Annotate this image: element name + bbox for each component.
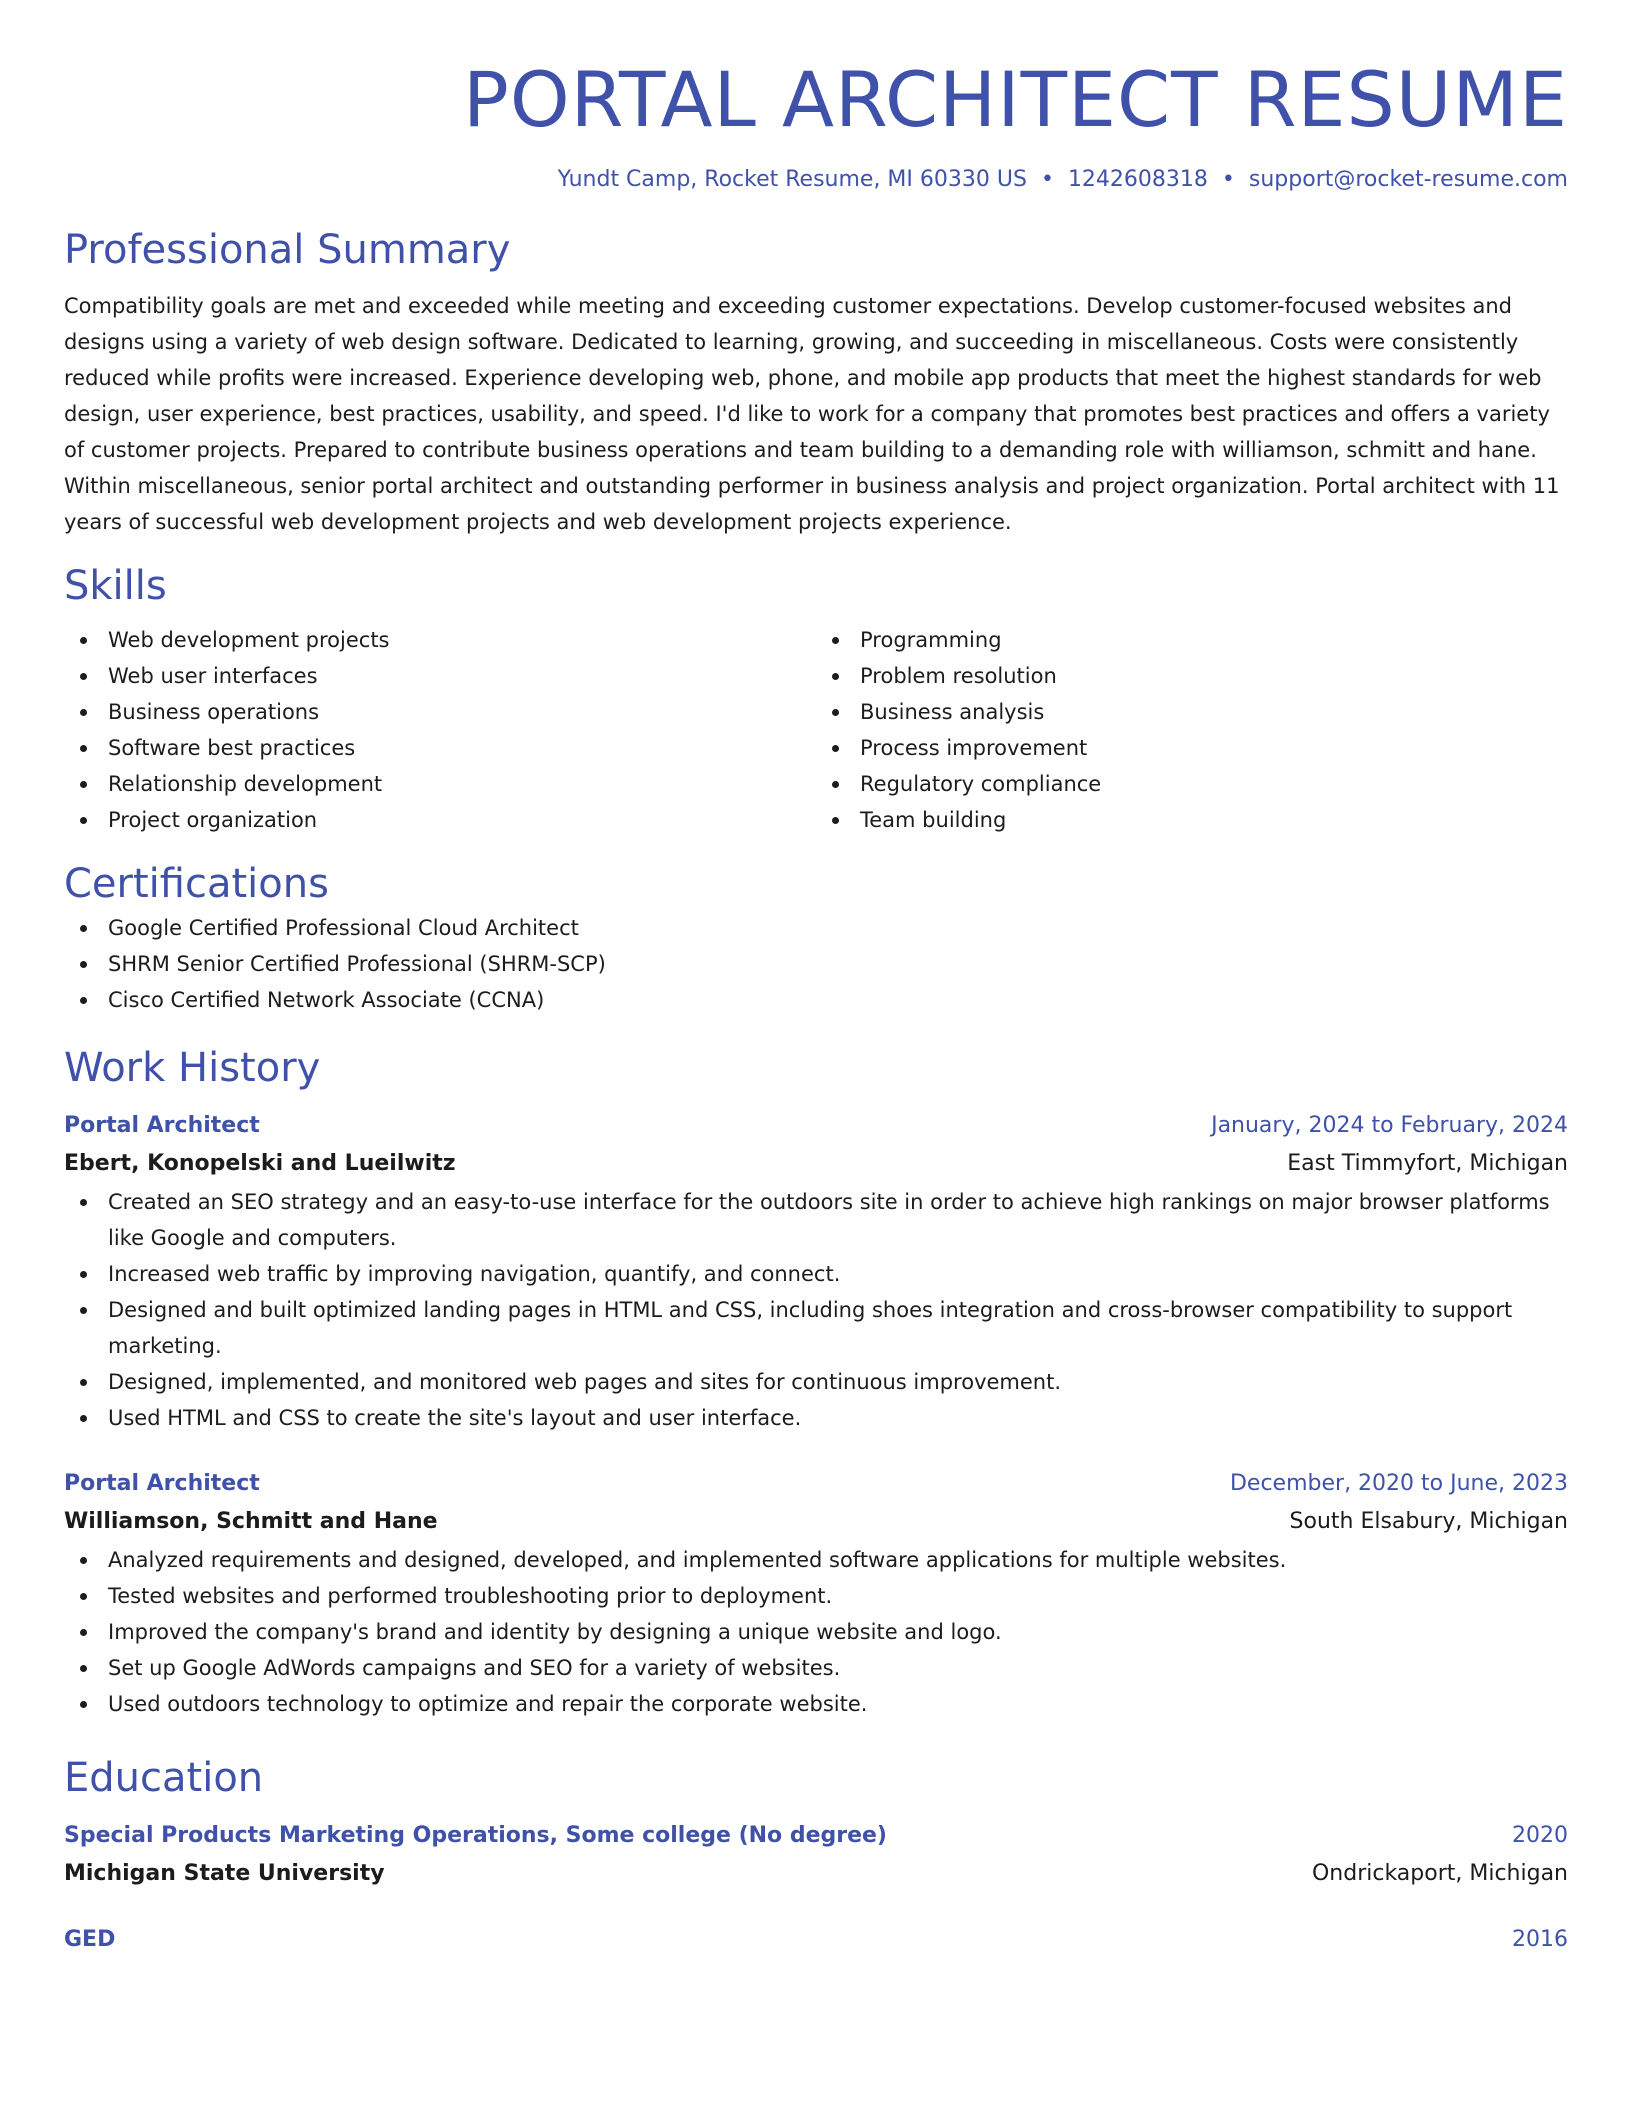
education-year: 2020: [1512, 1823, 1568, 1848]
contact-phone[interactable]: 1242608318: [1067, 167, 1208, 192]
education-degree: Special Products Marketing Operations, Some college (No degree): [64, 1823, 887, 1848]
certification-item: SHRM Senior Certified Professional (SHRM-SCP): [64, 946, 1568, 982]
resume-header: [64, 0, 1568, 196]
job-bullet: Tested websites and performed troubleshooting prior to deployment.: [64, 1578, 1568, 1614]
job-employer-row: [64, 1502, 1568, 1542]
skill-item: Relationship development: [64, 766, 816, 802]
job-bullet: Increased web traffic by improving navigation, quantify, and connect.: [64, 1256, 1568, 1292]
job-bullets: [64, 1184, 1568, 1436]
skill-item: Project organization: [64, 802, 816, 838]
skill-item: Process improvement: [816, 730, 1568, 766]
education-heading: Education: [64, 1755, 264, 1801]
certifications-list: [64, 910, 1568, 1018]
job-employer-row: [64, 1144, 1568, 1184]
education-school: Michigan State University: [64, 1861, 385, 1886]
job-dates: January, 2024 to February, 2024: [1211, 1113, 1568, 1138]
job-title: Portal Architect: [64, 1471, 260, 1496]
contact-line: [64, 164, 1568, 196]
contact-separator: •: [1221, 167, 1235, 192]
education-location: Ondrickaport, Michigan: [1311, 1861, 1568, 1886]
skill-item: Web user interfaces: [64, 658, 816, 694]
job-location: East Timmyfort, Michigan: [1287, 1151, 1568, 1176]
resume-name: PORTAL ARCHITECT RESUME: [463, 55, 1568, 144]
job-bullet: Improved the company's brand and identity by designing a unique website and logo.: [64, 1614, 1568, 1650]
job-employer: Williamson, Schmitt and Hane: [64, 1509, 438, 1534]
education-year: 2016: [1512, 1927, 1568, 1952]
job-entry: [64, 1108, 1568, 1436]
job-location: South Elsabury, Michigan: [1289, 1509, 1568, 1534]
job-bullet: Used outdoors technology to optimize and repair the corporate website.: [64, 1686, 1568, 1722]
skill-item: Software best practices: [64, 730, 816, 766]
skills-left-column: [64, 622, 816, 838]
job-dates: December, 2020 to June, 2023: [1229, 1471, 1568, 1496]
skills-heading: Skills: [64, 563, 167, 609]
skill-item: Programming: [816, 622, 1568, 658]
skill-item: Business operations: [64, 694, 816, 730]
skill-item: Business analysis: [816, 694, 1568, 730]
job-employer: Ebert, Konopelski and Lueilwitz: [64, 1151, 456, 1176]
education-degree-row: [64, 1922, 1568, 1958]
contact-separator: •: [1040, 167, 1054, 192]
job-bullet: Used HTML and CSS to create the site's layout and user interface.: [64, 1400, 1568, 1436]
skills-grid: [64, 622, 1568, 838]
job-bullet: Analyzed requirements and designed, developed, and implemented software applications for multiple websites.: [64, 1542, 1568, 1578]
contact-email[interactable]: support@rocket-resume.com: [1248, 167, 1568, 192]
contact-address: Yundt Camp, Rocket Resume, MI 60330 US: [557, 167, 1027, 192]
skill-item: Regulatory compliance: [816, 766, 1568, 802]
work-history-heading: Work History: [64, 1045, 321, 1091]
skill-item: Team building: [816, 802, 1568, 838]
skills-right-column: [816, 622, 1568, 838]
skill-item: Web development projects: [64, 622, 816, 658]
education-degree: GED: [64, 1927, 116, 1952]
skill-item: Problem resolution: [816, 658, 1568, 694]
certification-item: Cisco Certified Network Associate (CCNA): [64, 982, 1568, 1018]
job-entry: [64, 1466, 1568, 1722]
job-bullets: [64, 1542, 1568, 1722]
education-degree-row: [64, 1818, 1568, 1854]
job-title-row: [64, 1108, 1568, 1144]
job-title: Portal Architect: [64, 1113, 260, 1138]
certification-item: Google Certified Professional Cloud Architect: [64, 910, 1568, 946]
education-entry: [64, 1922, 1568, 1958]
job-bullet: Created an SEO strategy and an easy-to-use interface for the outdoors site in order to achieve high rankings on major browser platforms like Google and computers.: [64, 1184, 1568, 1256]
summary-text: Compatibility goals are met and exceeded while meeting and exceeding customer expectations. Develop customer-focused websites and designs using a variety of web design software. Dedicated to learning, growing, and succeeding in miscellaneous. Costs were consistently reduced while profits were increased. Experience developing web, phone, and mobile app products that meet the highest standards for web design, user experience, best practices, usability, and speed. I'd like to work for a company that promotes best practices and offers a variety of customer projects. Prepared to contribute business operations and team building to a demanding role with williamson, schmitt and hane. Within miscellaneous, senior portal architect and outstanding performer in business analysis and project organization. Portal architect with 11 years of successful web development projects and web development projects experience.: [64, 294, 1560, 534]
education-school-row: [64, 1854, 1568, 1894]
education-entry: [64, 1818, 1568, 1894]
job-bullet: Designed and built optimized landing pages in HTML and CSS, including shoes integration and cross-browser compatibility to support marketing.: [64, 1292, 1568, 1364]
job-bullet: Designed, implemented, and monitored web pages and sites for continuous improvement.: [64, 1364, 1568, 1400]
job-bullet: Set up Google AdWords campaigns and SEO for a variety of websites.: [64, 1650, 1568, 1686]
summary-heading: Professional Summary: [64, 227, 511, 273]
certifications-heading: Certifications: [64, 861, 329, 907]
job-title-row: [64, 1466, 1568, 1502]
